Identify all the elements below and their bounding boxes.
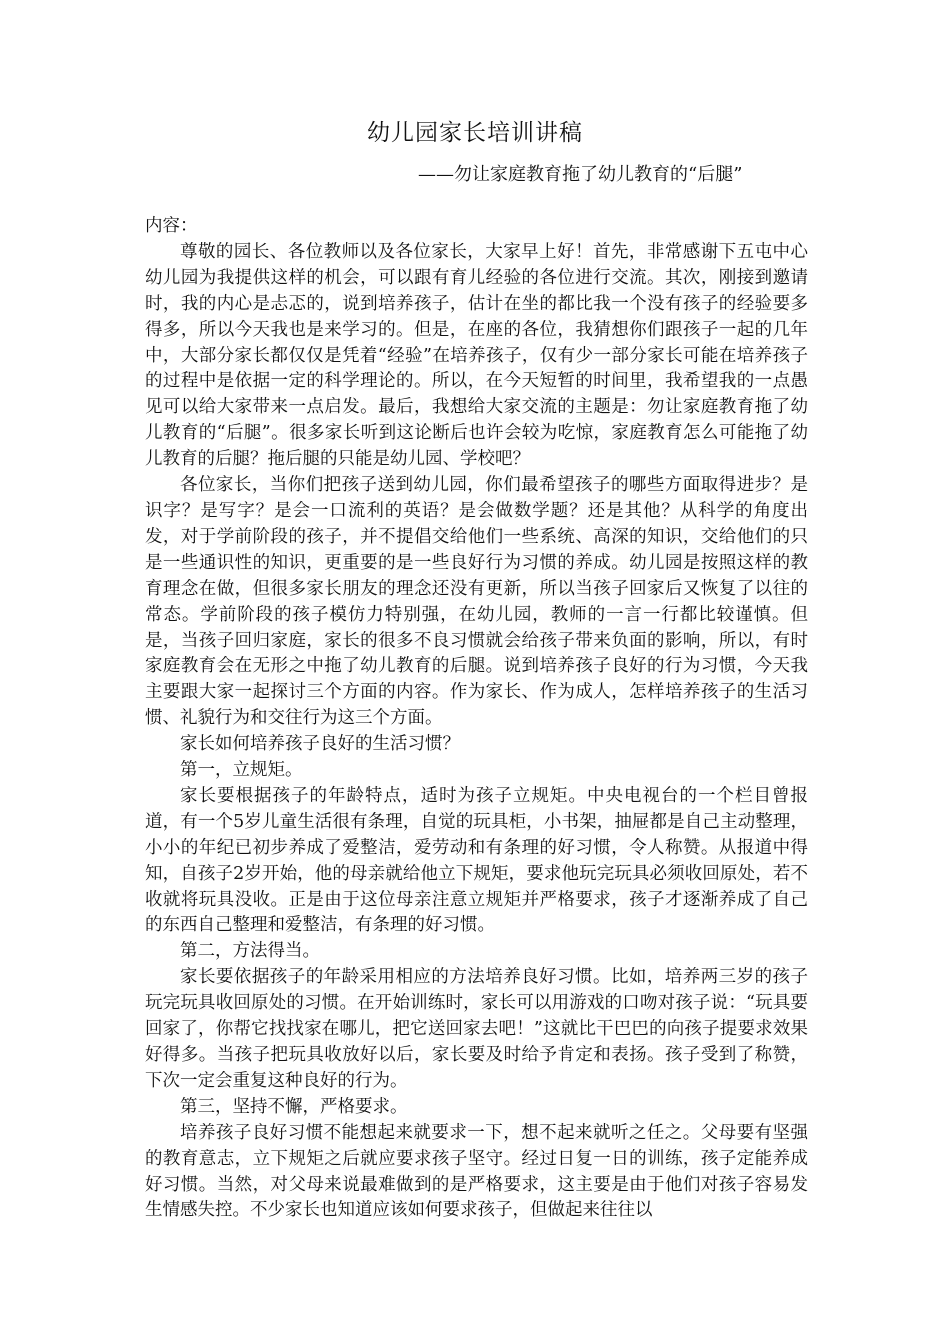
document-title: 幼儿园家长培训讲稿 [367, 120, 583, 146]
point-heading-1: 第一，立规矩。 [180, 760, 303, 781]
content-label: 内容： [145, 216, 198, 236]
point-heading-3: 第三，坚持不懈，严格要求。 [180, 1096, 408, 1117]
section-heading-living-habits: 家长如何培养孩子良好的生活习惯？ [180, 734, 460, 755]
paragraph-rules: 家长要根据孩子的年龄特点，适时为孩子立规矩。中央电视台的一个栏目曾报道，有一个5岁儿童生活很有条理，自觉的玩具柜，小书架，抽屉都是自己主动整理，小小的年纪已初步养成了爱整洁，爱劳动和有条理的好习惯，令人称赞。从报道中得知，自孩子2岁开始，他的母亲就给他立下规矩，要求他玩完玩具必须收回原处，若不收就将玩具没收。正是由于这位母亲注意立规矩并严格要求，孩子才逐渐养成了自己的东西自己整理和爱整洁，有条理的好习惯。 [145, 785, 808, 936]
document-subtitle: ——勿让家庭教育拖了幼儿教育的“后腿” [418, 164, 743, 185]
paragraph-persistence: 培养孩子良好习惯不能想起来就要求一下，想不起来就听之任之。父母要有坚强的教育意志，立下规矩之后就应要求孩子坚守。经过日复一日的训练，孩子定能养成好习惯。当然，对父母来说最难做到的是严格要求，这主要是由于他们对孩子容易发生情感失控。不少家长也知道应该如何要求孩子，但做起来往往以 [145, 1122, 808, 1221]
document-body [145, 214, 808, 1224]
paragraph-introduction: 各位家长，当你们把孩子送到幼儿园，你们最希望孩子的哪些方面取得进步？是识字？是写字？是会一口流利的英语？是会做数学题？还是其他？从科学的角度出发，对于学前阶段的孩子，并不提倡交给他们一些系统、高深的知识，交给他们的只是一些通识性的知识，更重要的是一些良好行为习惯的养成。幼儿园是按照这样的教育理念在做，但很多家长朋友的理念还没有更新，所以当孩子回家后又恢复了以往的常态。学前阶段的孩子模仿力特别强，在幼儿园，教师的一言一行都比较谨慎。但是，当孩子回归家庭，家长的很多不良习惯就会给孩子带来负面的影响，所以，有时家庭教育会在无形之中拖了幼儿教育的后腿。说到培养孩子良好的行为习惯，今天我主要跟大家一起探讨三个方面的内容。作为家长、作为成人，怎样培养孩子的生活习惯、礼貌行为和交往行为这三个方面。 [145, 475, 808, 729]
paragraph-methods: 家长要依据孩子的年龄采用相应的方法培养良好习惯。比如，培养两三岁的孩子玩完玩具收回原处的习惯。在开始训练时，家长可以用游戏的口吻对孩子说：“玩具要回家了，你帮它找找家在哪儿，把它送回家去吧！”这就比干巴巴的向孩子提要求效果好得多。当孩子把玩具收放好以后，家长要及时给予肯定和表扬。孩子受到了称赞，下次一定会重复这种良好的行为。 [145, 967, 808, 1091]
paragraph-greeting: 尊敬的园长、各位教师以及各位家长，大家早上好！首先，非常感谢下五屯中心幼儿园为我提供这样的机会，可以跟有育儿经验的各位进行交流。其次，刚接到邀请时，我的内心是忐忑的，说到培养孩子，估计在坐的都比我一个没有孩子的经验要多得多，所以今天我也是来学习的。但是，在座的各位，我猜想你们跟孩子一起的几年中，大部分家长都仅仅是凭着“经验”在培养孩子，仅有少一部分家长可能在培养孩子的过程中是依据一定的科学理论的。所以，在今天短暂的时间里，我希望我的一点愚见可以给大家带来一点启发。最后，我想给大家交流的主题是：勿让家庭教育拖了幼儿教育的“后腿”。很多家长听到这论断后也许会较为吃惊，家庭教育怎么可能拖了幼儿教育的后腿？拖后腿的只能是幼儿园、学校吧？ [145, 241, 808, 470]
point-heading-2: 第二，方法得当。 [180, 941, 320, 962]
